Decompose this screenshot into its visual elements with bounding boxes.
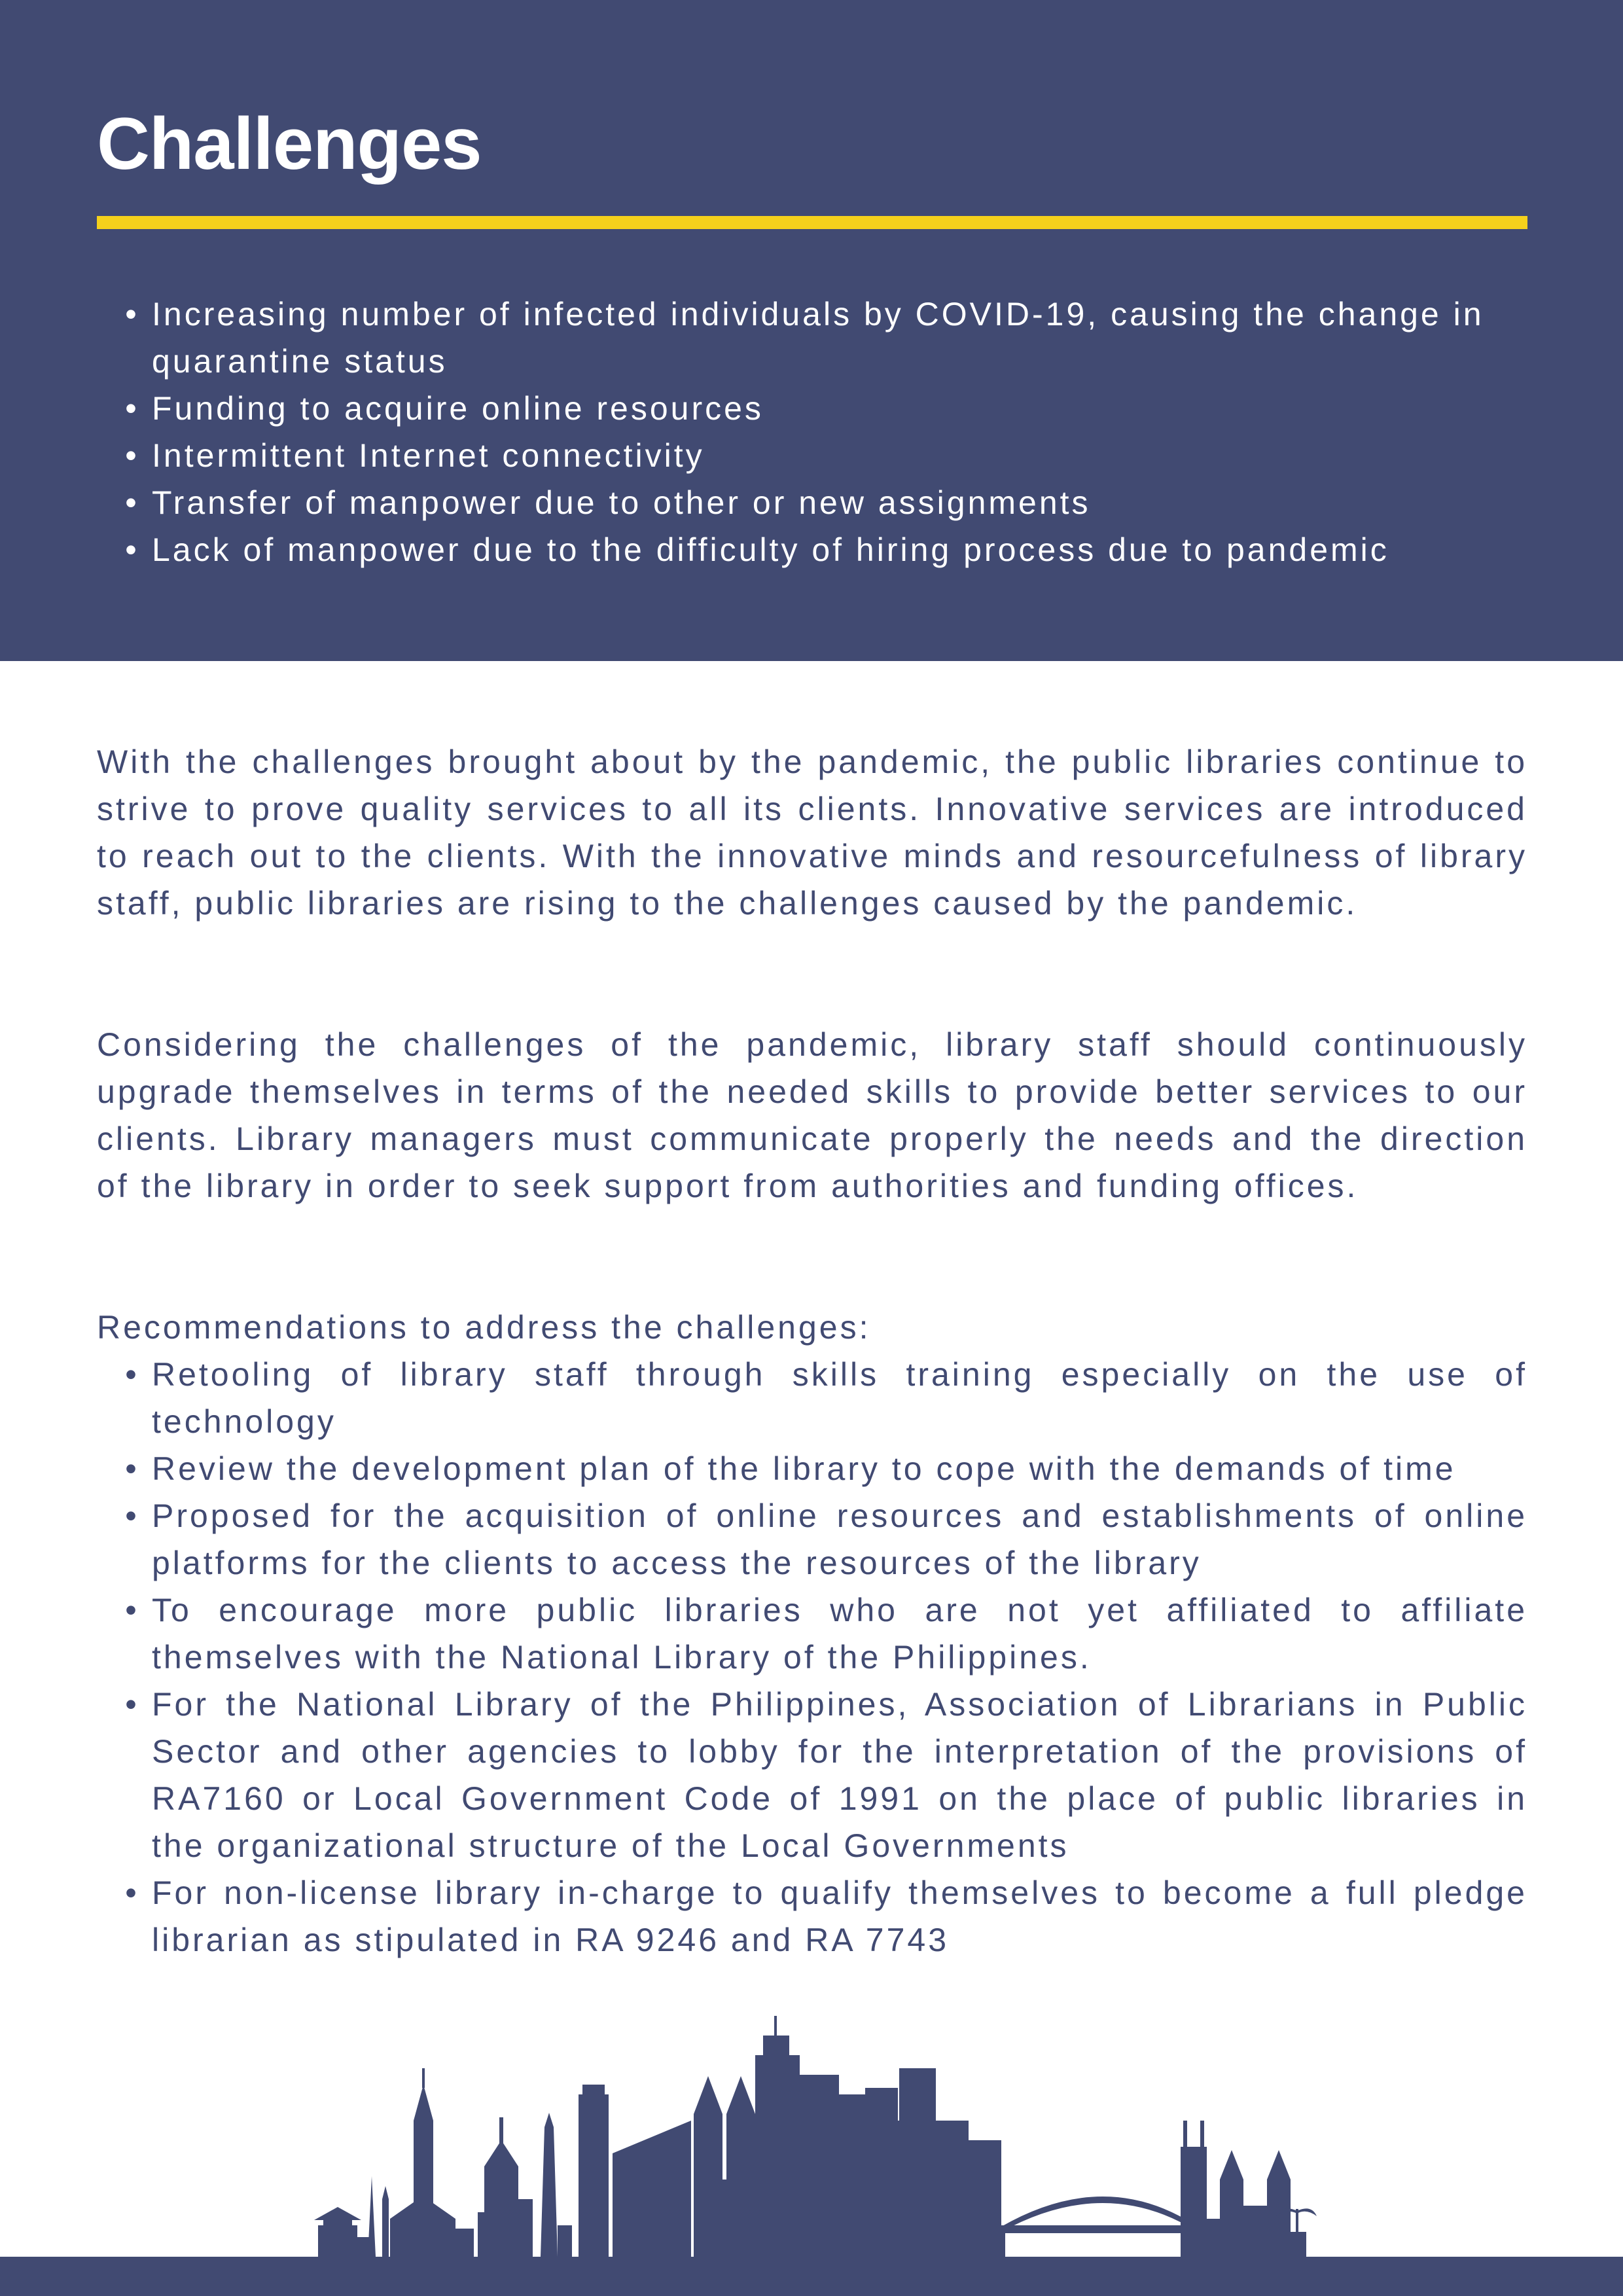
recommendation-text: Retooling of library staff through skills training especially on the use of technology [152,1356,1527,1440]
bullet-icon: • [125,1356,139,1393]
list-item [97,1681,1527,1869]
list-item [97,1445,1527,1492]
title-underline [97,216,1527,229]
challenges-list [97,291,1527,573]
recommendation-text: Proposed for the acquisition of online resources and establishments of online platforms for the clients to access the resources of the library [152,1498,1527,1581]
recommendations-section [97,1304,1527,1964]
challenge-text: Funding to acquire online resources [152,390,764,427]
challenge-text: Intermittent Internet connectivity [152,437,705,474]
considerations-paragraph [97,1021,1527,1210]
list-item [97,1492,1527,1587]
bullet-icon: • [125,437,139,474]
list-item [97,385,1527,432]
bullet-icon: • [125,1450,139,1487]
list-item [97,1587,1527,1681]
recommendation-text: For non-license library in-charge to qualify themselves to become a full pledge librarian as stipulated in RA 9246 and RA 7743 [152,1874,1527,1958]
bullet-icon: • [125,390,139,427]
city-skyline-icon [0,2016,1623,2296]
challenge-text: Transfer of manpower due to other or new assignments [152,484,1091,521]
intro-paragraph [97,738,1527,927]
list-item [97,479,1527,526]
recommendation-text: To encourage more public libraries who are not yet affiliated to affiliate themselves with the National Library of the Philippines. [152,1592,1527,1676]
recommendation-text: Review the development plan of the library to cope with the demands of time [152,1450,1456,1487]
challenge-text: Lack of manpower due to the difficulty of hiring process due to pandemic [152,531,1389,568]
recommendation-text: For the National Library of the Philippines, Association of Librarians in Public Sector and other agencies to lobby for the interpretation of the provisions of RA7160 or Local Government Code of 1991 on the place of public libraries in the organizational structure of the Local Governments [152,1686,1527,1864]
bullet-icon: • [125,296,139,332]
paragraph-text: With the challenges brought about by the pandemic, the public libraries continue to strive to prove quality services to all its clients. Innovative services are introduced to reach out to the clients. With the innovative minds and resourcefulness of library staff, public libraries are rising to the challenges caused by the pandemic. [97,744,1527,922]
paragraph-text: Considering the challenges of the pandemic, library staff should continuously upgrade themselves in terms of the needed skills to provide better services to our clients. Library managers must communicate properly the needs and the direction of the library in order to seek support from authorities and funding offices. [97,1026,1527,1204]
bullet-icon: • [125,484,139,521]
list-item [97,1351,1527,1445]
list-item [97,432,1527,479]
bullet-icon: • [125,1874,139,1911]
list-item [97,1869,1527,1964]
recommendations-list [97,1351,1527,1964]
header-banner [0,0,1623,661]
page-title: Challenges [97,103,482,185]
bullet-icon: • [125,1686,139,1723]
challenge-text: Increasing number of infected individuals by COVID-19, causing the change in quarantine status [152,296,1484,380]
recommendations-heading: Recommendations to address the challenges: [97,1309,871,1346]
list-item [97,526,1527,573]
bullet-icon: • [125,1592,139,1628]
bullet-icon: • [125,531,139,568]
list-item [97,291,1527,385]
bullet-icon: • [125,1498,139,1534]
